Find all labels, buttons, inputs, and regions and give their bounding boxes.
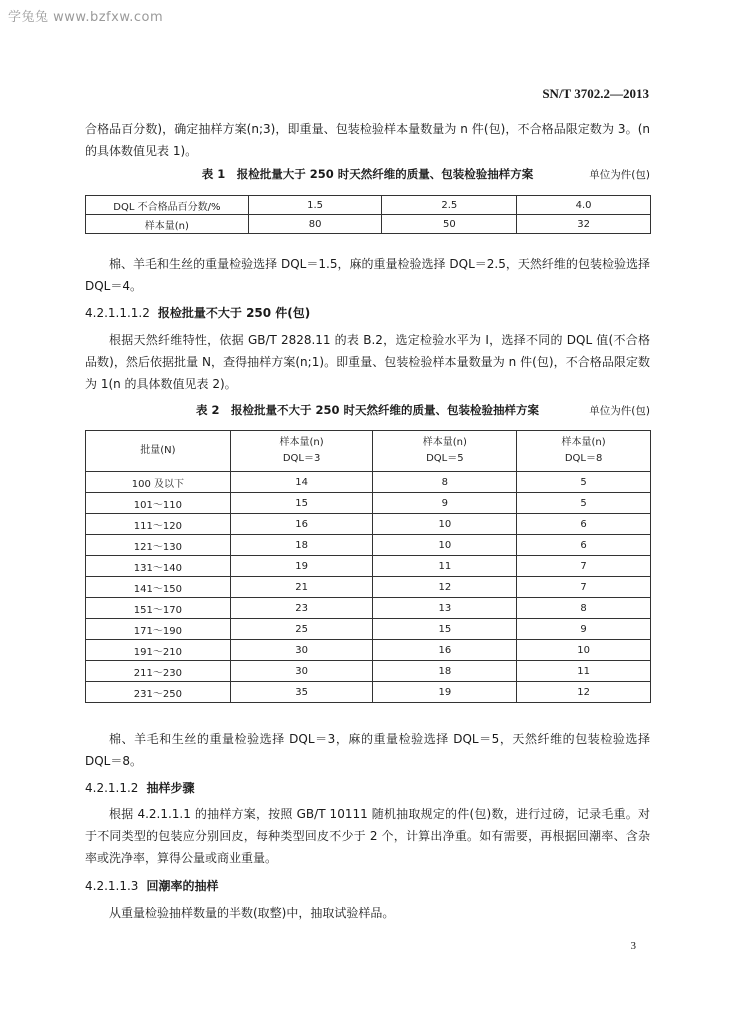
table-cell: 50 — [382, 215, 517, 234]
table-cell: 101～110 — [86, 493, 231, 514]
table-cell: 19 — [230, 556, 373, 577]
section-heading-4-2-1-1-3 — [85, 877, 218, 894]
table-cell: 171～190 — [86, 619, 231, 640]
table-cell: 6 — [517, 535, 651, 556]
table-cell: 211～230 — [86, 661, 231, 682]
table-row — [86, 556, 651, 577]
table-cell: 13 — [373, 598, 517, 619]
table-cell: 11 — [373, 556, 517, 577]
section-heading-4-2-1-1-2 — [85, 779, 194, 796]
table-row — [86, 535, 651, 556]
section-number: 4.2.1.1.2 — [85, 781, 139, 795]
table-cell: 11 — [517, 661, 651, 682]
table-row — [86, 598, 651, 619]
table2-unit: 单位为件(包) — [589, 405, 650, 417]
table-cell: 141～150 — [86, 577, 231, 598]
header-line: DQL＝3 — [282, 453, 321, 464]
table-cell: 8 — [373, 472, 517, 493]
table-cell: 30 — [230, 640, 373, 661]
page-number: 3 — [630, 940, 636, 952]
table-row — [86, 619, 651, 640]
header-line: DQL＝5 — [426, 453, 464, 464]
table1-caption-row — [85, 166, 650, 182]
paragraph-sampling-steps: 根据 4.2.1.1.1 的抽样方案，按照 GB/T 10111 随机抽取规定的件(包)数，进行过磅，记录毛重。对于不同类型的包装应分别回皮，每种类型回皮不少于 2 个，计算出净重。如有需要，再根据回潮率、含杂率或洗净率，算得公量或商业重量。 — [85, 807, 650, 865]
table1-unit: 单位为件(包) — [589, 169, 650, 181]
table-cell: 32 — [517, 215, 651, 234]
table-row — [86, 661, 651, 682]
section-number: 4.2.1.1.1.2 — [85, 306, 150, 320]
table-cell: 100 及以下 — [86, 472, 231, 493]
table-cell: 10 — [373, 514, 517, 535]
table1 — [85, 195, 651, 234]
table-cell: 18 — [373, 661, 517, 682]
table-cell: 23 — [230, 598, 373, 619]
table-cell: 14 — [230, 472, 373, 493]
table1-caption: 表 1 报检批量大于 250 时天然纤维的质量、包装检验抽样方案 — [201, 167, 534, 181]
table-header-cell: 批量(N) — [86, 431, 231, 472]
table-row — [86, 493, 651, 514]
table-row — [86, 472, 651, 493]
intro-paragraph: 合格品百分数)，确定抽样方案(n;3)，即重量、包装检验样本量数量为 n 件(包)，不合格品限定数为 3。(n 的具体数值见表 1)。 — [85, 122, 650, 158]
table-cell: 15 — [373, 619, 517, 640]
table-header-row — [86, 431, 651, 472]
table2-caption-row — [85, 402, 650, 418]
table-cell: 16 — [373, 640, 517, 661]
standard-code: SN/T 3702.2—2013 — [542, 86, 649, 101]
table-cell: 5 — [517, 493, 651, 514]
table-header-cell — [517, 431, 651, 472]
section-heading-4-2-1-1-1-2 — [85, 304, 310, 321]
table-cell: 9 — [517, 619, 651, 640]
table2-caption: 表 2 报检批量不大于 250 时天然纤维的质量、包装检验抽样方案 — [195, 403, 539, 417]
table-cell: 191～210 — [86, 640, 231, 661]
table-cell: 6 — [517, 514, 651, 535]
table-cell: 30 — [230, 661, 373, 682]
table-cell: 111～120 — [86, 514, 231, 535]
table-cell: 121～130 — [86, 535, 231, 556]
table-cell: 2.5 — [382, 196, 517, 215]
table-cell: 131～140 — [86, 556, 231, 577]
table-cell: 8 — [517, 598, 651, 619]
table-cell: 5 — [517, 472, 651, 493]
paragraph-after-table1: 棉、羊毛和生丝的重量检验选择 DQL＝1.5，麻的重量检验选择 DQL＝2.5，天然纤维的包装检验选择 DQL＝4。 — [85, 257, 650, 293]
table-cell: 样本量(n) — [86, 215, 249, 234]
table-cell: 10 — [517, 640, 651, 661]
table-cell: 35 — [230, 682, 373, 703]
paragraph-moisture-sampling: 从重量检验抽样数量的半数(取整)中，抽取试验样品。 — [109, 906, 395, 920]
section-number: 4.2.1.1.3 — [85, 879, 139, 893]
table-cell: 12 — [517, 682, 651, 703]
table-cell: 25 — [230, 619, 373, 640]
table2 — [85, 430, 651, 703]
table-row — [86, 196, 651, 215]
table-header-cell — [373, 431, 517, 472]
header-line: DQL＝8 — [564, 453, 603, 464]
table-cell: 9 — [373, 493, 517, 514]
table-cell: 151～170 — [86, 598, 231, 619]
paragraph-after-table2: 棉、羊毛和生丝的重量检验选择 DQL＝3，麻的重量检验选择 DQL＝5，天然纤维的包装检验选择 DQL＝8。 — [85, 732, 650, 768]
table-row — [86, 514, 651, 535]
table-cell: 16 — [230, 514, 373, 535]
table-cell: 231～250 — [86, 682, 231, 703]
table-header-cell — [230, 431, 373, 472]
watermark: 学兔兔 www.bzfxw.com — [8, 10, 164, 25]
header-line: 样本量(n) — [422, 437, 467, 448]
table-cell: 18 — [230, 535, 373, 556]
table2-body — [86, 472, 651, 703]
table-cell: 7 — [517, 577, 651, 598]
section-title: 抽样步骤 — [146, 781, 195, 795]
table-cell: DQL 不合格品百分数/% — [86, 196, 249, 215]
paragraph-section-body: 根据天然纤维特性，依据 GB/T 2828.11 的表 B.2，选定检验水平为 Ⅰ，选择不同的 DQL 值(不合格品数)，然后依据批量 N，查得抽样方案(n;1)。即重量、包装检验样本量数量为 n 件(包)，不合格品限定数为 1(n 的具体数值见表 2)。 — [85, 333, 650, 391]
table-row — [86, 215, 651, 234]
table-row — [86, 640, 651, 661]
table-row — [86, 577, 651, 598]
table-cell: 19 — [373, 682, 517, 703]
table-cell: 12 — [373, 577, 517, 598]
table-cell: 1.5 — [248, 196, 382, 215]
table-cell: 7 — [517, 556, 651, 577]
table-cell: 10 — [373, 535, 517, 556]
table-cell: 21 — [230, 577, 373, 598]
table-cell: 15 — [230, 493, 373, 514]
section-title: 报检批量不大于 250 件(包) — [157, 306, 311, 320]
table-cell: 4.0 — [517, 196, 651, 215]
header-line: 样本量(n) — [279, 437, 324, 448]
table-cell: 80 — [248, 215, 382, 234]
header-line: 样本量(n) — [561, 437, 606, 448]
section-title: 回潮率的抽样 — [146, 879, 219, 893]
table-row — [86, 682, 651, 703]
